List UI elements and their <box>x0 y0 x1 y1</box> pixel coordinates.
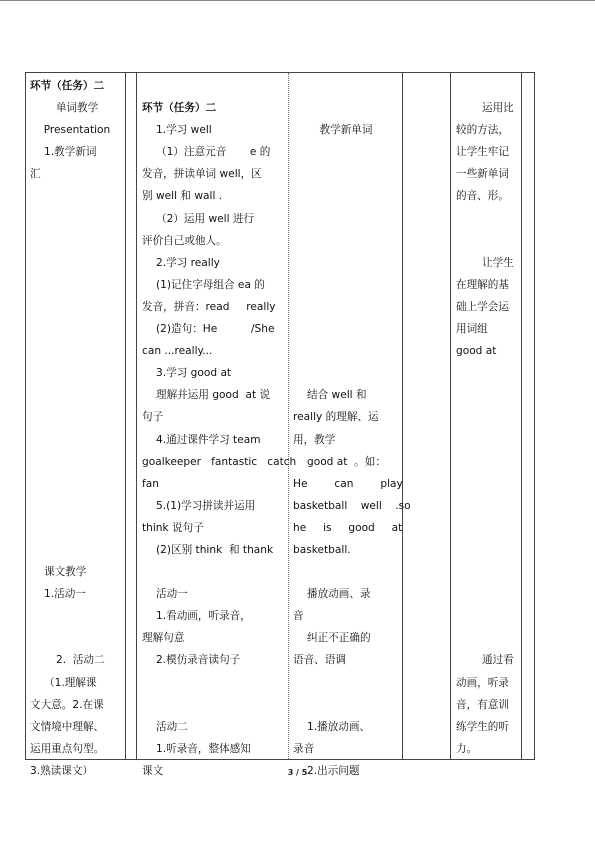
col3-text-line: really 的理解、运 <box>293 411 379 424</box>
col1-text-line <box>30 495 124 517</box>
col1-text-line: 单词教学 <box>55 102 99 115</box>
col1-text-line <box>30 185 124 207</box>
col4-text-line: 用词组 <box>456 323 488 336</box>
col2-text-line <box>142 672 286 694</box>
col4-text-line <box>456 75 520 97</box>
col2-text-line: 课文 <box>142 764 164 777</box>
col3-text-line: 结合 well 和 <box>307 389 367 402</box>
col1-text-line: （1.理解课 <box>44 676 97 689</box>
column-divider <box>125 73 126 759</box>
col4-text-line <box>456 384 520 406</box>
col2-text-line: 评价自己或他人。 <box>142 234 227 247</box>
col3-text-line: 用，教学 <box>293 433 336 446</box>
col2-text-line <box>142 561 286 583</box>
column-divider <box>450 73 451 759</box>
col1-text-line <box>30 473 124 495</box>
col2-text-line: goalkeeper fantastic catch <box>142 455 297 468</box>
col2-text-line: 理解并运用 good at 说 <box>156 389 271 402</box>
col2-text-line: fan <box>142 477 159 490</box>
col1-text-line: 3.熟读课文） <box>30 764 94 777</box>
col4-text-line <box>456 561 520 583</box>
col1-text-line: 环节（任务）二 <box>30 80 105 92</box>
col4-text-line: good at <box>456 345 497 358</box>
col4-text-line <box>456 230 520 252</box>
col1-text-line <box>30 274 124 296</box>
col3-text-line <box>293 672 399 694</box>
column-teacher-activity <box>142 75 297 782</box>
col1-text-line <box>30 451 124 473</box>
col4-text-line: 力。 <box>456 742 478 755</box>
col2-text-line: 2.学习 really <box>156 256 220 269</box>
col4-text-line <box>456 429 520 451</box>
col4-text-line <box>456 406 520 428</box>
col1-text-line <box>30 296 124 318</box>
col2-text-line: 活动一 <box>156 588 188 601</box>
col2-text-line: 别 well 和 wall . <box>142 190 223 203</box>
col3-text-line: He can play <box>293 477 403 490</box>
col3-text-line: 教学新单词 <box>319 124 373 137</box>
col3-text-line: 1.播放动画、 <box>307 720 371 733</box>
col2-text-line: 1.学习 well <box>156 124 212 137</box>
col3-text-line <box>293 208 399 230</box>
col3-text-line: 录音 <box>293 742 315 755</box>
col4-text-line <box>456 605 520 627</box>
col4-text-line: 础上学会运 <box>456 300 509 313</box>
col3-text-line: 语音、语调 <box>293 654 346 667</box>
col3-text-line <box>293 362 399 384</box>
col2-text-line: 2.模仿录音读句子 <box>156 654 241 667</box>
col4-text-line <box>456 517 520 539</box>
col4-text-line: 较的方法， <box>456 124 509 137</box>
col3-text-line <box>293 75 399 97</box>
col1-text-line <box>30 362 124 384</box>
col2-text-line: （1）注意元音 e 的 <box>156 146 271 159</box>
col3-text-line <box>293 185 399 207</box>
col3-text-line: 播放动画、录 <box>307 588 371 601</box>
col3-text-line <box>293 230 399 252</box>
col1-text-line <box>30 539 124 561</box>
col4-text-line <box>456 362 520 384</box>
col3-text-line: good at 。如： <box>307 455 386 468</box>
col4-text-line <box>456 208 520 230</box>
col4-text-line: 音，有意训 <box>456 698 509 711</box>
col3-text-line: 音 <box>293 610 304 623</box>
col3-text-line: basketball well .so <box>293 499 411 512</box>
col2-text-line <box>142 75 286 97</box>
col2-text-line: 1.看动画，听录音， <box>156 610 251 623</box>
col2-text-line: 理解句意 <box>142 632 185 645</box>
column-divider <box>136 73 137 759</box>
col1-text-line: 1.教学新词 <box>44 146 97 159</box>
col1-text-line <box>30 252 124 274</box>
col4-text-line <box>456 451 520 473</box>
col1-text-line <box>30 429 124 451</box>
col1-text-line: Presentation <box>43 124 111 137</box>
col4-text-line: 练学生的听 <box>456 720 509 733</box>
col2-text-line: 3.学习 good at <box>156 367 232 380</box>
col4-text-line <box>456 539 520 561</box>
col2-text-line: 环节（任务）二 <box>142 102 217 115</box>
col2-text-line <box>142 694 286 716</box>
col4-text-line <box>456 627 520 649</box>
col3-text-line <box>293 296 399 318</box>
col4-text-line: 在理解的基 <box>456 278 509 291</box>
col1-text-line <box>30 340 124 362</box>
col1-text-line <box>30 318 124 340</box>
col3-text-line: 纠正不正确的 <box>307 632 371 645</box>
col2-text-line: 发音，拼音：read really <box>142 300 276 313</box>
col1-text-line <box>30 517 124 539</box>
col3-text-line <box>293 340 399 362</box>
col3-text-line <box>293 141 399 163</box>
col2-text-line: 4.通过课件学习 team <box>156 433 261 446</box>
column-teaching-step <box>30 75 124 782</box>
col4-text-line: 一些新单词 <box>456 168 509 181</box>
col4-text-line: 的音、形。 <box>456 190 509 203</box>
col2-text-line: can ...really... <box>142 345 213 358</box>
col1-text-line <box>30 208 124 230</box>
col4-text-line: 通过看 <box>482 654 514 667</box>
col1-text-line <box>30 384 124 406</box>
col2-text-line: 活动二 <box>156 720 188 733</box>
col1-text-line <box>30 605 124 627</box>
col2-text-line: 5.(1)学习拼读并运用 <box>156 499 256 512</box>
col3-text-line: he is good at <box>293 521 403 534</box>
column-divider <box>402 73 403 759</box>
col3-text-line <box>293 97 399 119</box>
col1-text-line: 运用重点句型。 <box>30 742 105 755</box>
col1-text-line: 汇 <box>30 168 41 181</box>
col4-text-line: 让学生牢记 <box>456 146 509 159</box>
col2-text-line: think 说句子 <box>142 521 204 534</box>
col2-text-line: （2）运用 well 进行 <box>156 212 255 225</box>
column-design-intent <box>456 75 520 760</box>
col4-text-line <box>456 495 520 517</box>
column-divider <box>288 73 289 759</box>
col2-text-line: 句子 <box>142 411 164 424</box>
col4-text-line: 让学生 <box>482 256 514 269</box>
col3-text-line: 2.出示问题 <box>307 764 360 777</box>
col1-text-line: 2. 活动二 <box>56 654 105 667</box>
col1-text-line: 课文教学 <box>44 566 87 579</box>
col1-text-line <box>30 406 124 428</box>
col1-text-line <box>30 627 124 649</box>
col2-text-line: (1)记住字母组合 ea 的 <box>156 278 265 291</box>
page-number: 3 / 5 <box>287 768 308 777</box>
col4-text-line: 动画，听录 <box>456 676 509 689</box>
column-divider <box>521 73 522 759</box>
col1-text-line: 1.活动一 <box>44 588 86 601</box>
col3-text-line <box>293 274 399 296</box>
column-student-activity <box>293 75 411 782</box>
col2-text-line: 1.听录音，整体感知 <box>156 742 251 755</box>
header-rule <box>0 0 595 1</box>
col3-text-line: basketball. <box>293 543 351 556</box>
col2-text-line: (2)区别 think 和 thank <box>156 543 274 556</box>
col4-text-line: 运用比 <box>482 102 514 115</box>
col3-text-line <box>293 252 399 274</box>
col2-text-line: 发音，拼读单词 well，区 <box>142 168 262 181</box>
col1-text-line <box>30 230 124 252</box>
col2-text-line: (2)造句：He /She <box>156 323 275 336</box>
col3-text-line <box>293 694 399 716</box>
col4-text-line <box>456 583 520 605</box>
col4-text-line <box>456 473 520 495</box>
col1-text-line: 文情境中理解、 <box>30 720 105 733</box>
col3-text-line <box>293 163 399 185</box>
col3-text-line <box>293 561 399 583</box>
col3-text-line <box>293 318 399 340</box>
col1-text-line: 文大意。2.在课 <box>30 698 104 711</box>
